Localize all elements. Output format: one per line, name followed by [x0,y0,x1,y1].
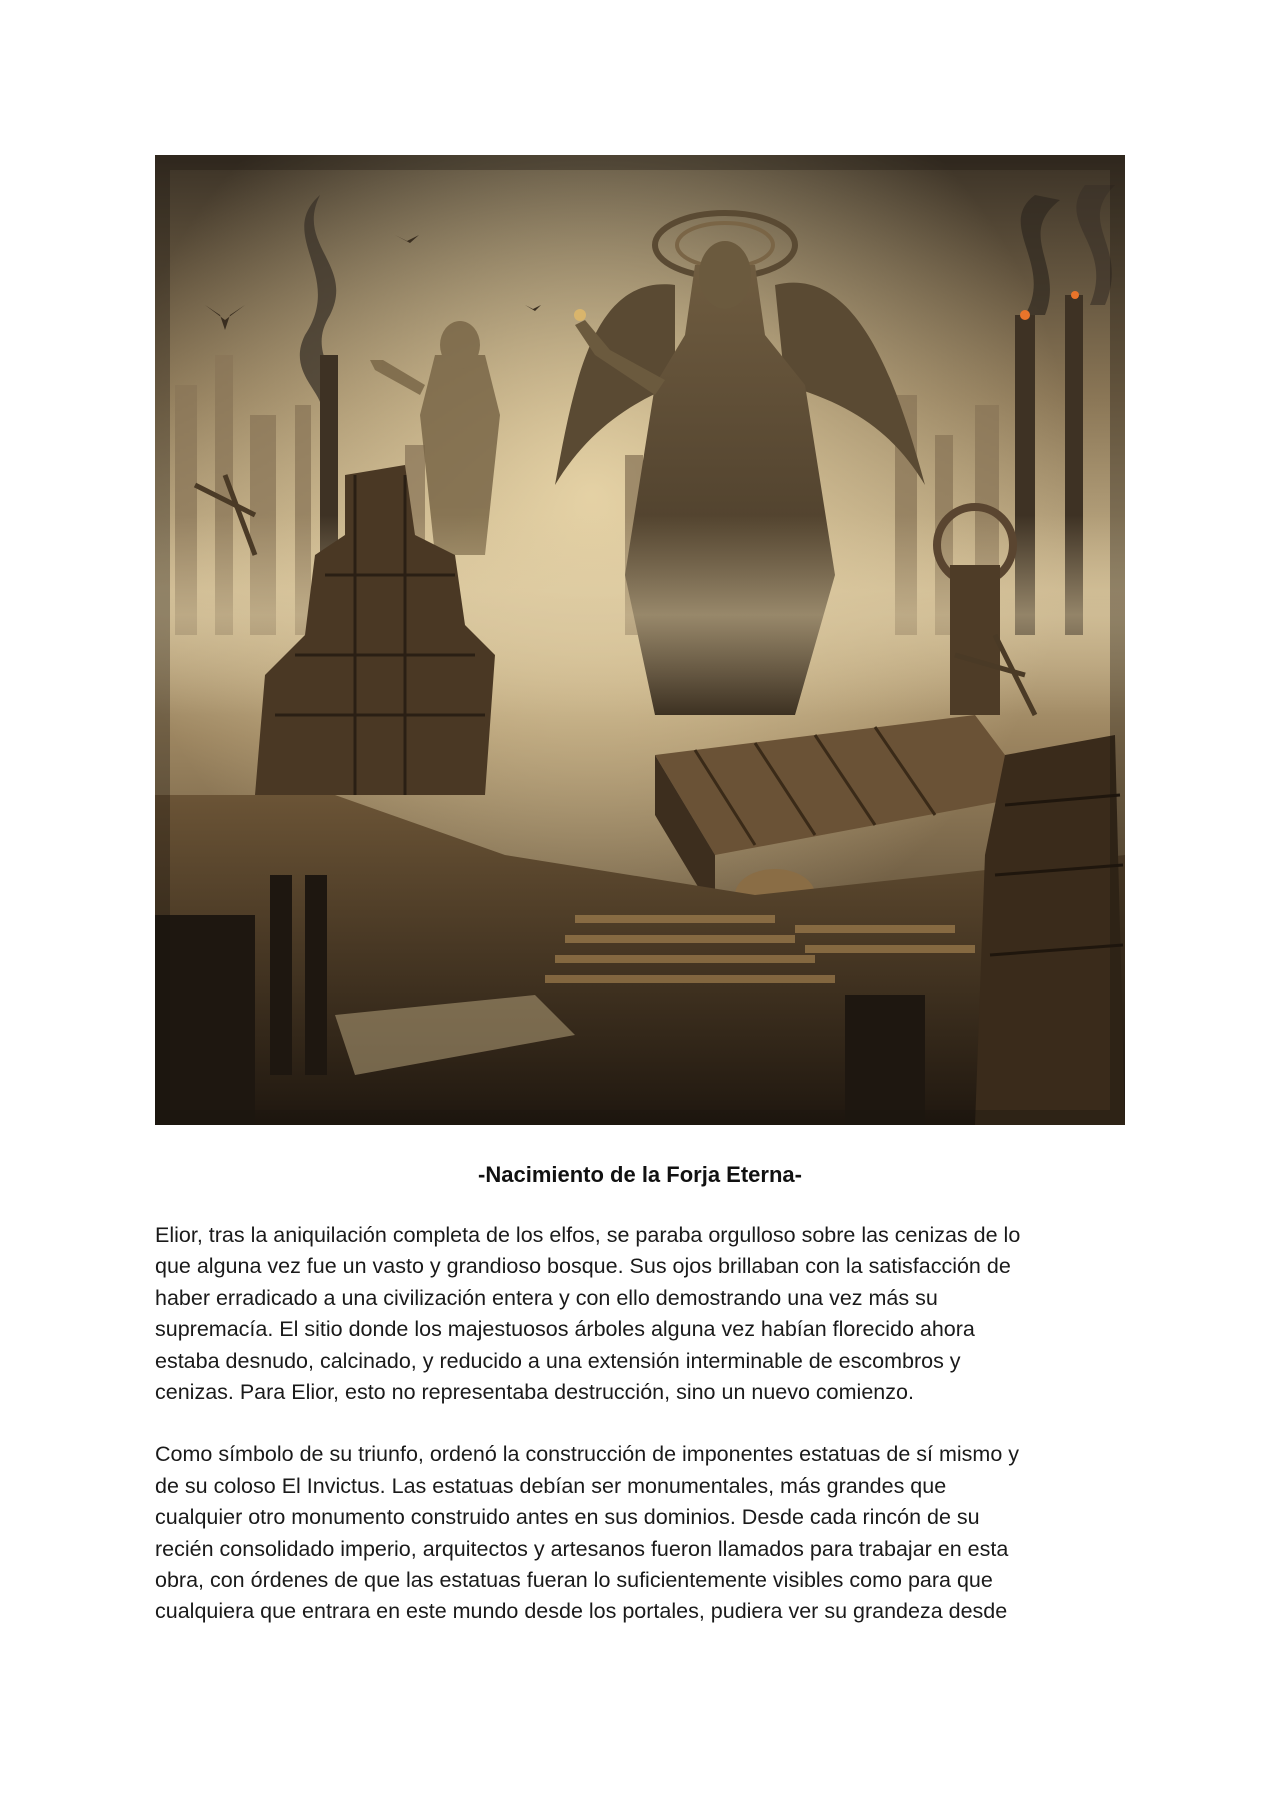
paragraph-line: que alguna vez fue un vasto y grandioso bosque. Sus ojos brillaban con la satisfacción de [155,1254,1011,1279]
paragraph-line: cenizas. Para Elior, esto no representaba destrucción, sino un nuevo comienzo. [155,1380,914,1405]
body-text [155,1220,1130,1659]
paragraph-line: haber erradicado a una civilización entera y con ello demostrando una vez más su [155,1285,938,1310]
paragraph-line: de su coloso El Invictus. Las estatuas debían ser monumentales, más grandes que [155,1473,947,1498]
paragraph-line: cualquiera que entrara en este mundo desde los portales, pudiera ver su grandeza desde [155,1599,1008,1624]
paragraph-line: Como símbolo de su triunfo, ordenó la construcción de imponentes estatuas de sí mismo y [155,1442,1020,1467]
fantasy-city-illustration [155,155,1125,1125]
chapter-title: -Nacimiento de la Forja Eterna- [478,1162,802,1187]
paragraph-2 [155,1439,1130,1627]
paragraph-line: recién consolidado imperio, arquitectos y artesanos fueron llamados para trabajar en esta [155,1536,1009,1561]
paragraph-1 [155,1220,1130,1408]
paragraph-line: obra, con órdenes de que las estatuas fueran lo suficientemente visibles como para que [155,1568,993,1593]
illustration-svg [155,155,1125,1125]
paragraph-line: cualquier otro monumento construido antes en sus dominios. Desde cada rincón de su [155,1505,980,1530]
paragraph-line: supremacía. El sitio donde los majestuosos árboles alguna vez habían florecido ahora [155,1317,975,1342]
paragraph-line: estaba desnudo, calcinado, y reducido a una extensión interminable de escombros y [155,1348,961,1373]
paragraph-line: Elior, tras la aniquilación completa de los elfos, se paraba orgulloso sobre las cenizas de lo [155,1223,1021,1247]
